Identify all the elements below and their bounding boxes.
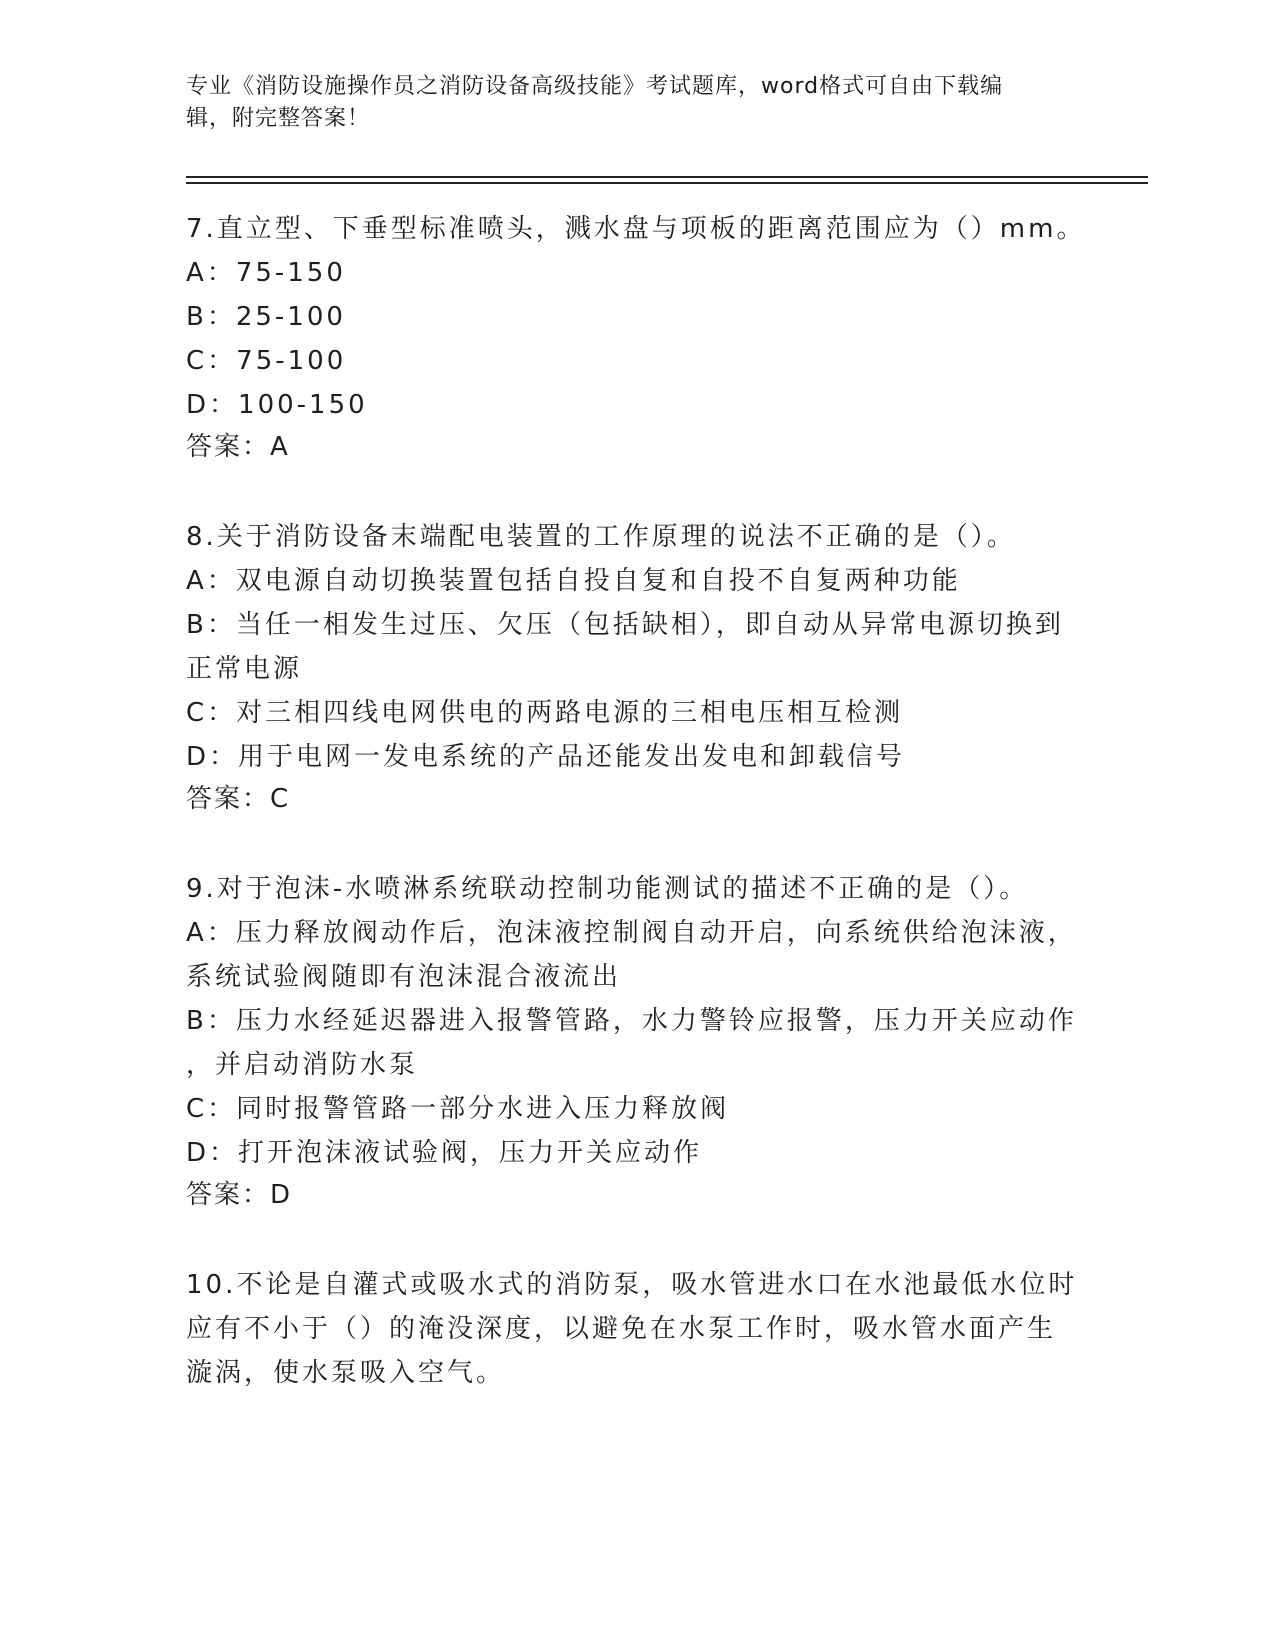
question-8-option-c: C：对三相四线电网供电的两路电源的三相电压相互检测 <box>186 698 904 728</box>
question-8-option-b-cont: 正常电源 <box>186 654 303 684</box>
question-7-option-c: C：75-100 <box>186 346 347 376</box>
question-8-answer: 答案：C <box>186 784 291 814</box>
question-9-answer: 答案：D <box>186 1180 293 1210</box>
question-9-option-b-cont: ，并启动消防水泵 <box>186 1050 419 1080</box>
question-10-stem-line-1: 10.不论是自灌式或吸水式的消防泵，吸水管进水口在水池最低水位时 <box>186 1270 1078 1300</box>
header-divider-bottom <box>186 182 1148 184</box>
question-8-stem: 8.关于消防设备末端配电装置的工作原理的说法不正确的是（）。 <box>186 522 1016 552</box>
question-10-stem-line-2: 应有不小于（）的淹没深度，以避免在水泵工作时，吸水管水面产生 <box>186 1314 1057 1344</box>
question-9-option-b: B：压力水经延迟器进入报警管路，水力警铃应报警，压力开关应动作 <box>186 1006 1077 1036</box>
question-7-option-d: D：100-150 <box>186 390 368 420</box>
question-7-option-b: B：25-100 <box>186 302 346 332</box>
question-8-option-d: D：用于电网一发电系统的产品还能发出发电和卸载信号 <box>186 742 906 772</box>
question-8-option-b: B：当任一相发生过压、欠压（包括缺相），即自动从异常电源切换到 <box>186 610 1064 640</box>
question-9-stem: 9.对于泡沫-水喷淋系统联动控制功能测试的描述不正确的是（）。 <box>186 874 1029 904</box>
document-header <box>186 71 1066 135</box>
question-9-option-a: A：压力释放阀动作后，泡沫液控制阀自动开启，向系统供给泡沫液， <box>186 918 1077 948</box>
question-7-stem: 7.直立型、下垂型标准喷头，溅水盘与项板的距离范围应为（）mm。 <box>186 214 1086 244</box>
header-line-2: 辑，附完整答案！ <box>186 106 371 131</box>
question-9-option-a-cont: 系统试验阀随即有泡沫混合液流出 <box>186 962 622 992</box>
question-7-option-a: A：75-150 <box>186 258 346 288</box>
question-9-option-d: D：打开泡沫液试验阀，压力开关应动作 <box>186 1138 703 1168</box>
question-7-answer: 答案：A <box>186 432 290 462</box>
question-8-option-a: A：双电源自动切换装置包括自投自复和自投不自复两种功能 <box>186 566 961 596</box>
header-line-1: 专业《消防设施操作员之消防设备高级技能》考试题库，word格式可自由下载编 <box>186 74 1004 99</box>
header-divider-top <box>186 176 1148 178</box>
question-10-stem-line-3: 漩涡，使水泵吸入空气。 <box>186 1358 506 1388</box>
question-9-option-c: C：同时报警管路一部分水进入压力释放阀 <box>186 1094 730 1124</box>
